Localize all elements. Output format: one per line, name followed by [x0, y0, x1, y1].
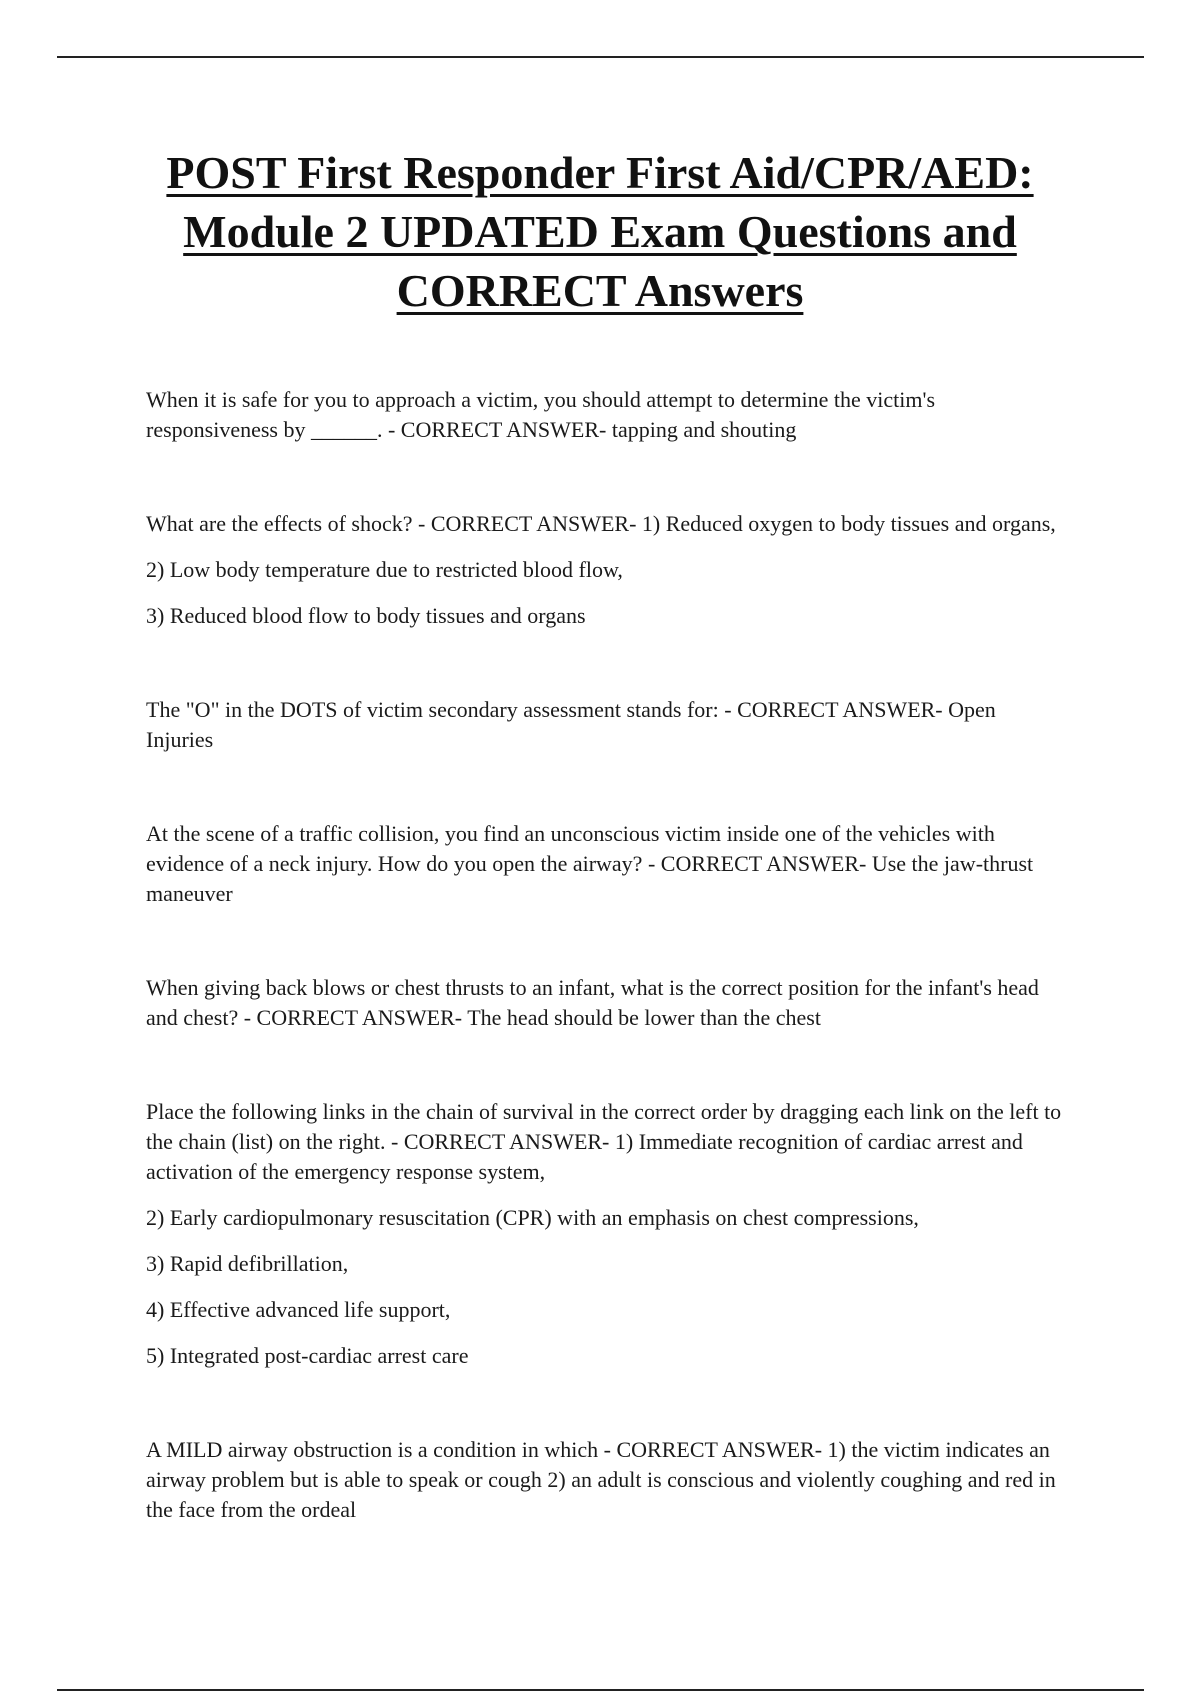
- qa-paragraph: A MILD airway obstruction is a condition in which - CORRECT ANSWER- 1) the victim indicates an airway problem but is able to speak or cough 2) an adult is conscious and violently coughing and red in the face from the ordeal: [146, 1437, 1056, 1522]
- qa-paragraph: What are the effects of shock? - CORRECT ANSWER- 1) Reduced oxygen to body tissues and organs,: [146, 511, 1056, 536]
- qa-paragraph: 4) Effective advanced life support,: [146, 1297, 451, 1322]
- top-rule: [57, 56, 1144, 58]
- qa-item-5: [146, 973, 1066, 1033]
- qa-item-7: [146, 1435, 1066, 1525]
- qa-item-6: [146, 1097, 1066, 1371]
- qa-paragraph: The "O" in the DOTS of victim secondary assessment stands for: - CORRECT ANSWER- Open Injuries: [146, 697, 996, 752]
- qa-paragraph: 3) Reduced blood flow to body tissues and organs: [146, 603, 586, 628]
- qa-paragraph: 5) Integrated post-cardiac arrest care: [146, 1343, 469, 1368]
- qa-paragraph: When giving back blows or chest thrusts to an infant, what is the correct position for the infant's head and chest? - CORRECT ANSWER- The head should be lower than the chest: [146, 975, 1039, 1030]
- qa-paragraph: At the scene of a traffic collision, you find an unconscious victim inside one of the vehicles with evidence of a neck injury. How do you open the airway? - CORRECT ANSWER- Use the jaw-thrust maneuver: [146, 821, 1034, 906]
- qa-paragraph: 2) Early cardiopulmonary resuscitation (CPR) with an emphasis on chest compressions,: [146, 1205, 919, 1230]
- qa-list: [146, 385, 1066, 1589]
- qa-paragraph: When it is safe for you to approach a victim, you should attempt to determine the victim's responsiveness by ______. - CORRECT ANSWER- tapping and shouting: [146, 387, 936, 442]
- qa-item-3: [146, 695, 1066, 755]
- qa-paragraph: Place the following links in the chain of survival in the correct order by dragging each link on the left to the chain (list) on the right. - CORRECT ANSWER- 1) Immediate recognition of cardiac arrest and activation of the emergency response system,: [146, 1099, 1062, 1184]
- qa-paragraph: 2) Low body temperature due to restricted blood flow,: [146, 557, 623, 582]
- qa-item-4: [146, 819, 1066, 909]
- qa-item-2: [146, 509, 1066, 631]
- bottom-rule: [57, 1689, 1144, 1691]
- document-title: POST First Responder First Aid/CPR/AED: Module 2 UPDATED Exam Questions and CORRECT Answers: [166, 147, 1034, 316]
- qa-paragraph: 3) Rapid defibrillation,: [146, 1251, 349, 1276]
- qa-item-1: [146, 385, 1066, 445]
